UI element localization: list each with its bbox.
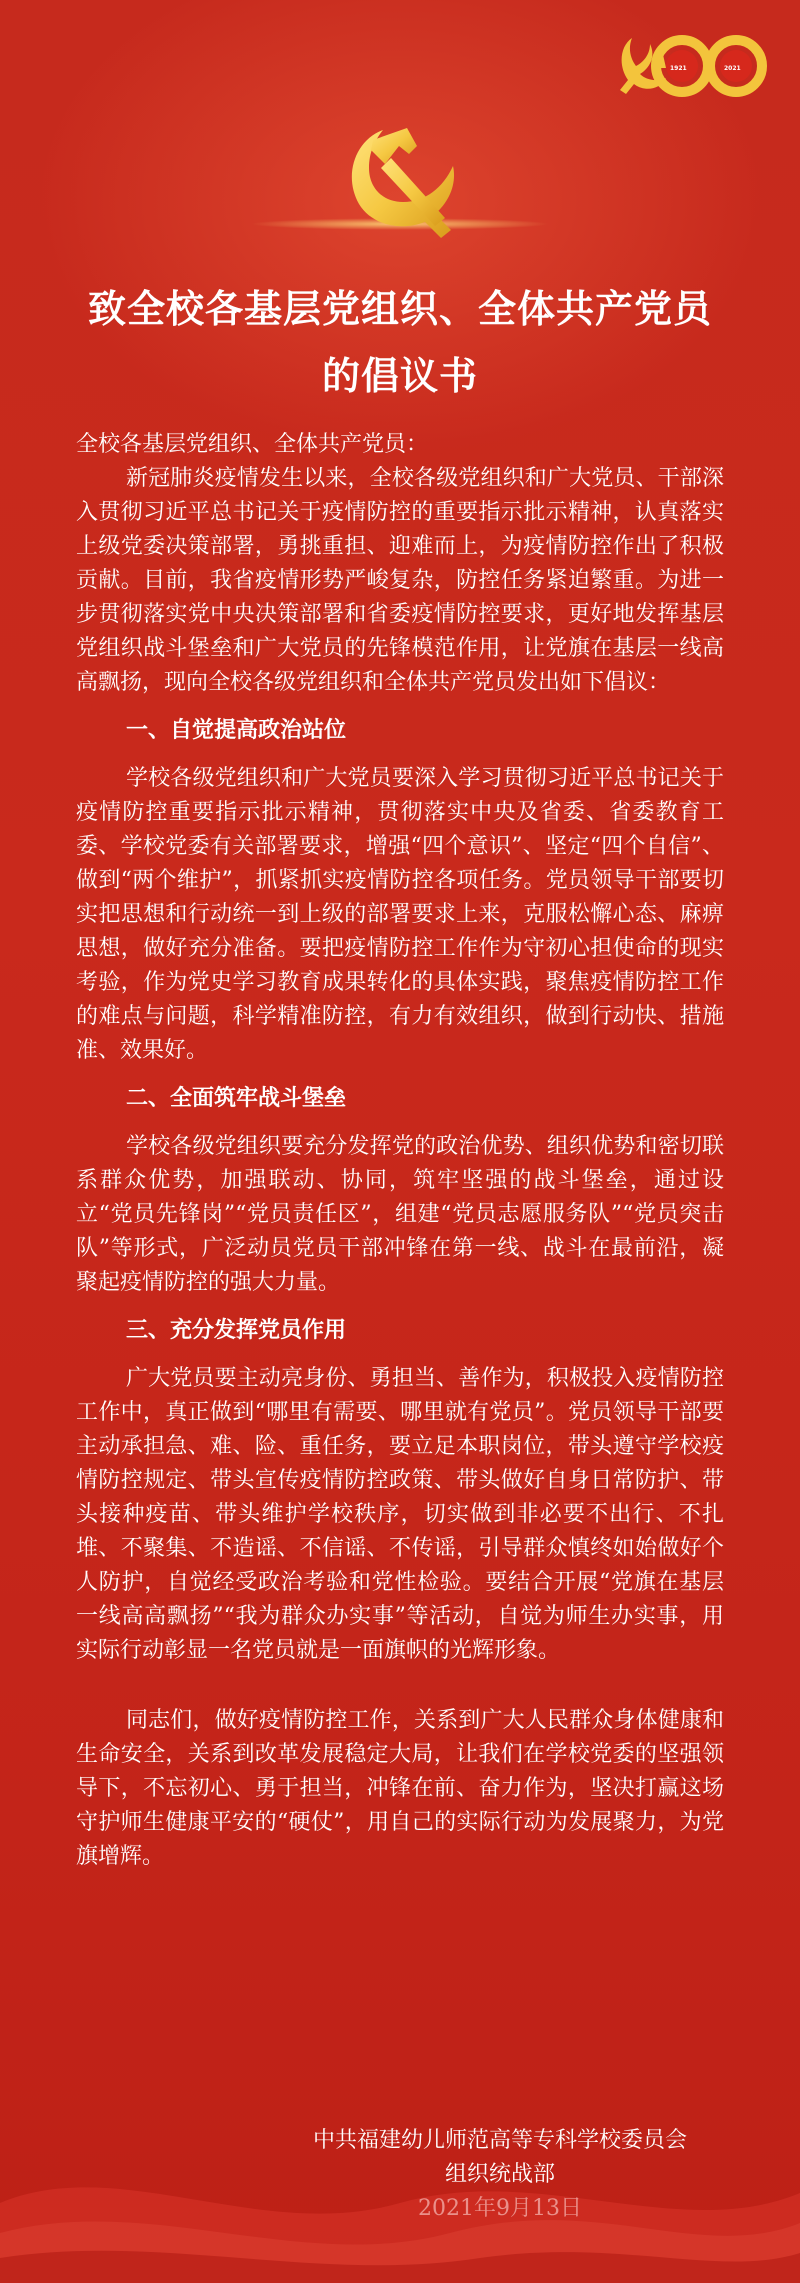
intro-paragraph: 新冠肺炎疫情发生以来，全校各级党组织和广大党员、干部深入贯彻习近平总书记关于疫情防控的重要指示批示精神，认真落实上级党委决策部署，勇挑重担、迎难而上，为疫情防控作出了积极贡献。目前，我省疫情形势严峻复杂，防控任务紧迫繁重。为进一步贯彻落实党中央决策部署和省委疫情防控要求，更好地发挥基层党组织战斗堡垒和广大党员的先锋模范作用，让党旗在基层一线高高飘扬，现向全校各级党组织和全体共产党员发出如下倡议：	[76, 466, 724, 695]
letter-body	[76, 428, 724, 1874]
section-text-3: 广大党员要主动亮身份、勇担当、善作为，积极投入疫情防控工作中，真正做到“哪里有需要、哪里就有党员”。党员领导干部要主动承担急、难、险、重任务，要立足本职岗位，带头遵守学校疫情防控规定、带头宣传疫情防控政策、带头做好自身日常防护、带头接种疫苗、带头维护学校秩序，切实做到非必要不出行、不扎堆、不聚集、不造谣、不信谣、不传谣，引导群众慎终如始做好个人防护，自觉经受政治考验和党性检验。要结合开展“党旗在基层一线高高飘扬”“我为群众办实事”等活动，自觉为师生办实事，用实际行动彰显一名党员就是一面旗帜的光辉形象。	[76, 1366, 724, 1663]
logo-year-end: 2021	[724, 65, 741, 72]
page-title-line2: 的倡议书	[321, 353, 478, 398]
bottom-wave-decoration	[0, 2093, 800, 2283]
section-heading-1: 一、自觉提高政治站位	[126, 718, 347, 743]
page-title-line1: 致全校各基层党组织、全体共产党员	[87, 286, 712, 331]
party-centenary-100-icon	[610, 28, 770, 108]
hammer-sickle-icon	[325, 118, 475, 248]
section-text-1: 学校各级党组织和广大党员要深入学习贯彻习近平总书记关于疫情防控重要指示批示精神，贯彻落实中央及省委、省委教育工委、学校党委有关部署要求，增强“四个意识”、坚定“四个自信”、做到“两个维护”，抓紧抓实疫情防控各项任务。党员领导干部要切实把思想和行动统一到上级的部署要求上来，克服松懈心态、麻痹思想，做好充分准备。要把疫情防控工作作为守初心担使命的现实考验，作为党史学习教育成果转化的具体实践，聚焦疫情防控工作的难点与问题，科学精准防控，有力有效组织，做到行动快、措施准、效果好。	[76, 766, 724, 1063]
signature-dept: 组织统战部	[444, 2162, 555, 2187]
section-text-2: 学校各级党组织要充分发挥党的政治优势、组织优势和密切联系群众优势，加强联动、协同，筑牢坚强的战斗堡垒，通过设立“党员先锋岗”“党员责任区”，组建“党员志愿服务队”“党员突击队”等形式，广泛动员党员干部冲锋在第一线、战斗在最前沿，凝聚起疫情防控的强大力量。	[76, 1134, 724, 1295]
closing-paragraph: 同志们，做好疫情防控工作，关系到广大人民群众身体健康和生命安全，关系到改革发展稳定大局，让我们在学校党委的坚强领导下，不忘初心、勇于担当，冲锋在前、奋力作为，坚决打赢这场守护师生健康平安的“硬仗”，用自己的实际行动为发展聚力，为党旗增辉。	[76, 1708, 724, 1869]
salutation: 全校各基层党组织、全体共产党员：	[76, 432, 429, 457]
spacer	[76, 1668, 724, 1704]
signature-org: 中共福建幼儿师范高等专科学校委员会	[312, 2128, 687, 2153]
logo-year-start: 1921	[670, 65, 687, 72]
section-heading-3: 三、充分发挥党员作用	[126, 1318, 347, 1343]
section-heading-2: 二、全面筑牢战斗堡垒	[126, 1086, 347, 1111]
